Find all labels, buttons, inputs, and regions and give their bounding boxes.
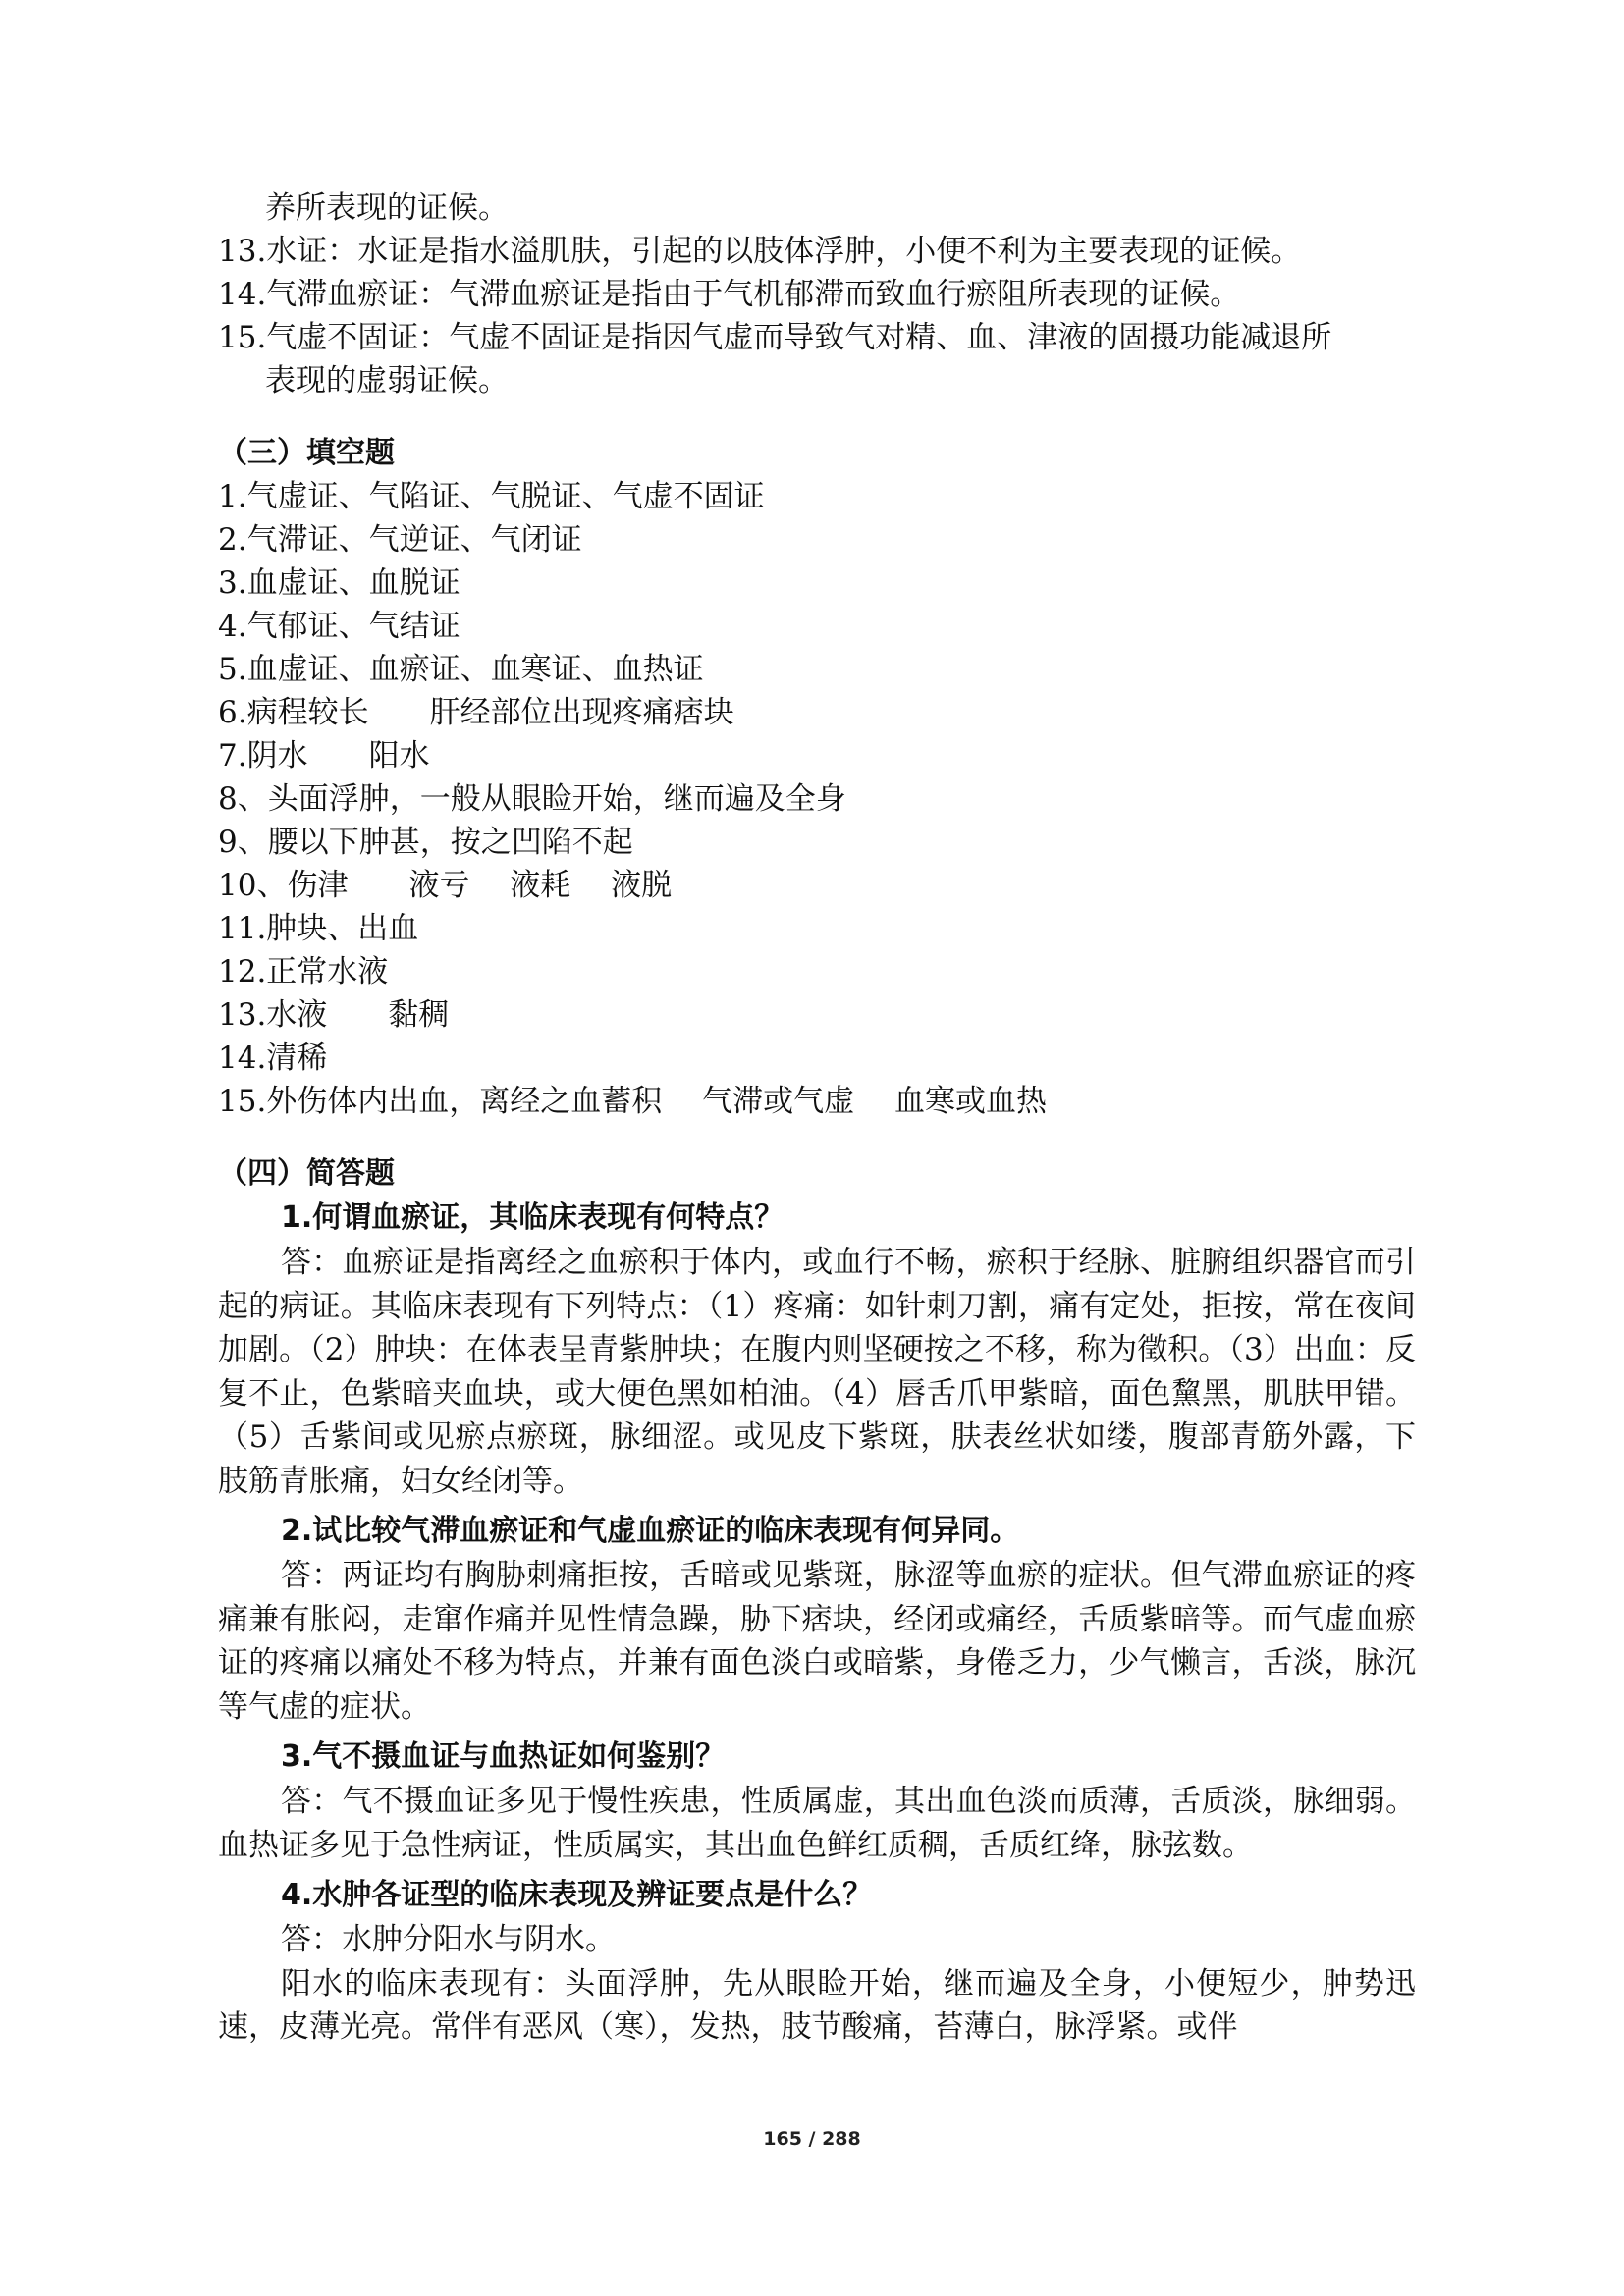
- answer-paragraph: 答：血瘀证是指离经之血瘀积于体内，或血行不畅，瘀积于经脉、脏腑组织器官而引起的病证。其临床表现有下列特点：（1）疼痛：如针刺刀割，痛有定处，拒按，常在夜间加剧。（2）肿块：在体表呈青紫肿块；在腹内则坚硬按之不移，称为徵积。（3）出血：反复不止，色紫暗夹血块，或大便色黑如柏油。（4）唇舌爪甲紫暗，面色黧黑，肌肤甲错。（5）舌紫间或见瘀点瘀斑，脉细涩。或见皮下紫斑，肤表丝状如缕，腹部青筋外露，下肢筋青胀痛，妇女经闭等。: [218, 1245, 1416, 1499]
- answer-paragraph: 答：水肿分阳水与阴水。: [281, 1922, 616, 1957]
- answer-line: 1.气虚证、气陷证、气脱证、气虚不固证: [218, 479, 765, 514]
- answer-line: 5.血虚证、血瘀证、血寒证、血热证: [218, 652, 704, 687]
- page-content: [218, 187, 1416, 2050]
- section-heading: （三）填空题: [218, 436, 395, 470]
- answer-line: 2.气滞证、气逆证、气闭证: [218, 522, 582, 558]
- answer-paragraph: 答：两证均有胸胁刺痛拒按，舌暗或见紫斑，脉涩等血瘀的症状。但气滞血瘀证的疼痛兼有胀闷，走窜作痛并见性情急躁，胁下痞块，经闭或痛经，舌质紫暗等。而气虚血瘀证的疼痛以痛处不移为特点，并兼有面色淡白或暗紫，身倦乏力，少气懒言，舌淡，脉沉等气虚的症状。: [218, 1558, 1416, 1725]
- answer-paragraph: 阳水的临床表现有：头面浮肿，先从眼睑开始，继而遍及全身，小便短少，肿势迅速，皮薄光亮。常伴有恶风（寒），发热，肢节酸痛，苔薄白，脉浮紧。或伴: [218, 1965, 1416, 2045]
- answer-paragraph: 答：气不摄血证多见于慢性疾患，性质属虚，其出血色淡而质薄，舌质淡，脉细弱。血热证多见于急性病证，性质属实，其出血色鲜红质稠，舌质红绛，脉弦数。: [218, 1784, 1416, 1863]
- answer-line: 10、伤津 液亏 液耗 液脱: [218, 868, 673, 903]
- answer-line: 12.正常水液: [218, 954, 389, 989]
- question-heading: 1.何谓血瘀证，其临床表现有何特点？: [281, 1201, 785, 1235]
- answer-line: 15.外伤体内出血，离经之血蓄积 气滞或气虚 血寒或血热: [218, 1084, 1048, 1119]
- text-line: 13.水证：水证是指水溢肌肤，引起的以肢体浮肿，小便不利为主要表现的证候。: [218, 234, 1302, 269]
- text-line: 14.气滞血瘀证：气滞血瘀证是指由于气机郁滞而致血行瘀阻所表现的证候。: [218, 277, 1241, 312]
- answer-line: 6.病程较长 肝经部位出现疼痛痞块: [218, 695, 734, 730]
- answer-line: 7.阴水 阳水: [218, 738, 430, 774]
- answer-line: 4.气郁证、气结证: [218, 609, 460, 644]
- answer-line: 3.血虚证、血脱证: [218, 565, 460, 601]
- answer-line: 11.肿块、出血: [218, 911, 419, 946]
- answer-line: 8、头面浮肿，一般从眼睑开始，继而遍及全身: [218, 781, 846, 817]
- text-line: 养所表现的证候。: [265, 190, 509, 226]
- question-heading: 4.水肿各证型的临床表现及辨证要点是什么？: [281, 1878, 873, 1912]
- section4-short-answer: [218, 1152, 1416, 2050]
- question-heading: 2.试比较气滞血瘀证和气虚血瘀证的临床表现有何异同。: [281, 1514, 1020, 1548]
- answer-line: 13.水液 黏稠: [218, 997, 450, 1033]
- answer-line: 9、腰以下肿甚，按之凹陷不起: [218, 825, 633, 860]
- text-line: 15.气虚不固证：气虚不固证是指因气虚而导致气对精、血、津液的固摄功能减退所: [218, 320, 1332, 355]
- page-number: 165 / 288: [763, 2128, 861, 2150]
- section2-tail: [218, 187, 1416, 402]
- question-heading: 3.气不摄血证与血热证如何鉴别？: [281, 1739, 726, 1774]
- text-line: 表现的虚弱证候。: [265, 363, 509, 399]
- section-heading: （四）简答题: [218, 1156, 395, 1191]
- section3-fill-blank: [218, 432, 1416, 1123]
- answer-line: 14.清稀: [218, 1041, 328, 1076]
